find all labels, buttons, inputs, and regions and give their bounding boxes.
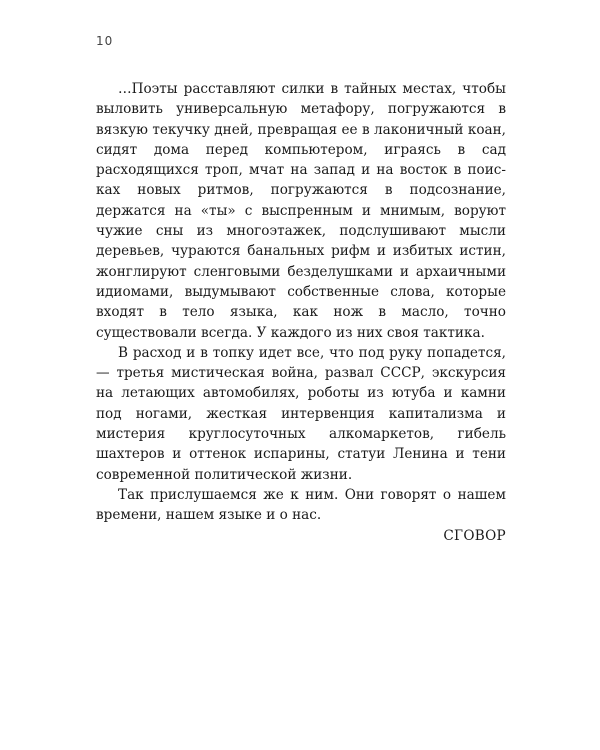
signature: СГОВОР: [443, 527, 506, 544]
paragraph-1: …Поэты расставляют силки в тайных местах, чтобы выловить универсальную метафору, погружаются в вязкую текучку дней, превращая ее в лаконичный коан, сидят дома перед компьютером, играясь в сад расходящихся троп, мчат на запад и на восток в поисках новых ритмов, погружаются в подсознание, держатся на «ты» с выспренным и мнимым, воруют чужие сны из многоэтажек, подслушивают мысли деревьев, чураются банальных рифм и избитых истин, жонглируют сленговыми безделушками и архаичными идиомами, выдумывают собственные слова, которые входят в тело языка, как нож в масло, точно существовали всегда. У каждого из них своя тактика.: [96, 81, 506, 341]
paragraph-3: Так прислушаемся же к ним. Они говорят о нашем времени, нашем языке и о нас.: [96, 486, 506, 524]
text-block: [96, 79, 506, 546]
paragraph-2: В расход и в топку идет все, что под руку попадется,— третья мистическая война, развал СССР, экскурсия на летающих автомобилях, роботы из ютуба и камни под ногами, жесткая интервенция капитализма и мистерия круглосуточных алкомаркетов, гибель шахтеров и оттенок испарины, статуи Ленина и тени современной политической жизни.: [96, 344, 506, 483]
page-number: 10: [96, 34, 114, 48]
